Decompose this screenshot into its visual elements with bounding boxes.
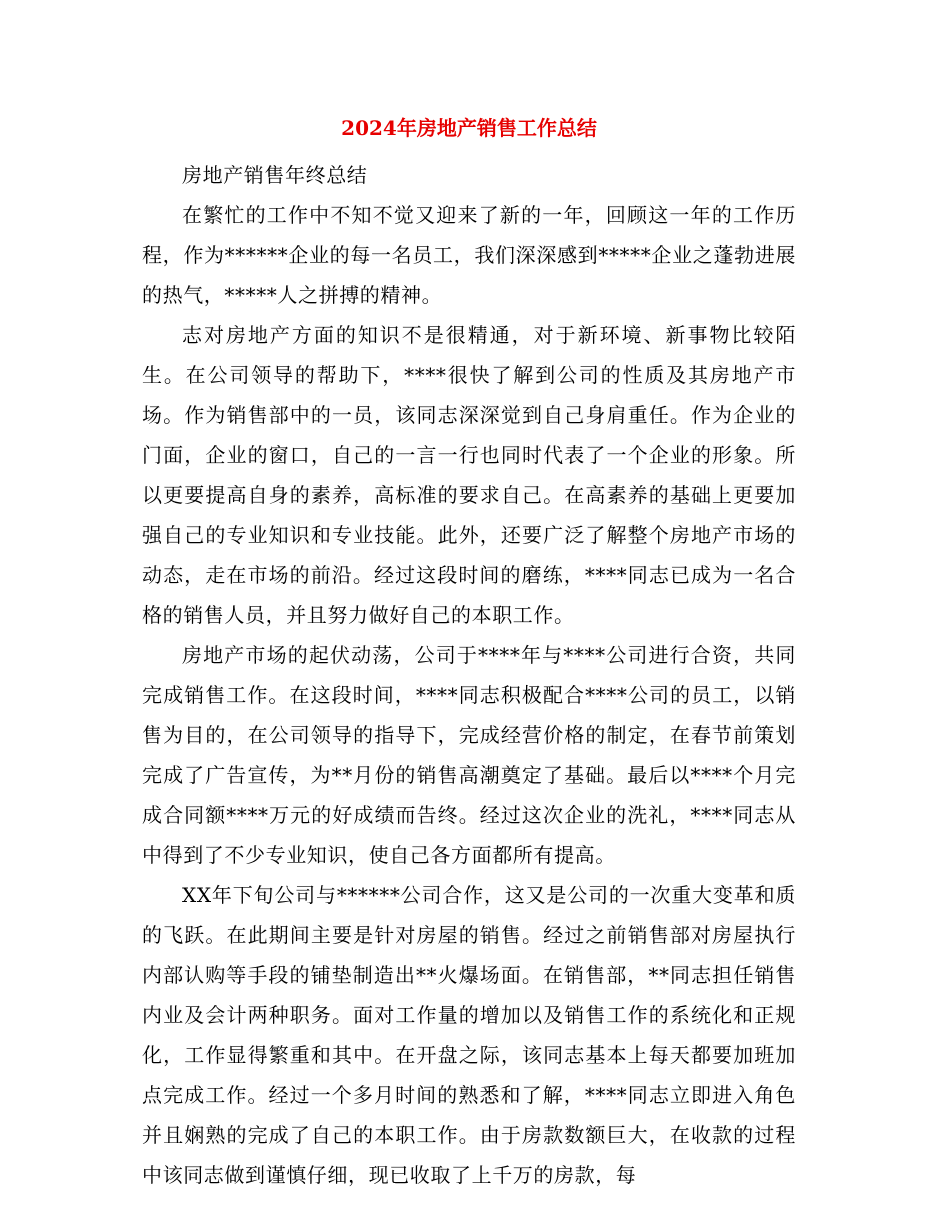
paragraph-1: 在繁忙的工作中不知不觉又迎来了新的一年，回顾这一年的工作历程，作为******企业的每一名员工，我们深深感到*****企业之蓬勃进展的热气，*****人之拼搏的精神。 — [142, 203, 796, 307]
document-subtitle: 房地产销售年终总结 — [182, 163, 368, 187]
paragraph-4: XX年下旬公司与******公司合作，这又是公司的一次重大变革和质的飞跃。在此期间主要是针对房屋的销售。经过之前销售部对房屋执行内部认购等手段的铺垫制造出**火爆场面。在销售部，**同志担任销售内业及会计两种职务。面对工作量的增加以及销售工作的系统化和正规化，工作显得繁重和其中。在开盘之际，该同志基本上每天都要加班加点完成工作。经过一个多月时间的熟悉和了解，****同志立即进入角色并且娴熟的完成了自己的本职工作。由于房款数额巨大，在收款的过程中该同志做到谨慎仔细，现已收取了上千万的房款，每 — [142, 883, 796, 1187]
paragraph-3: 房地产市场的起伏动荡，公司于****年与****公司进行合资，共同完成销售工作。在这段时间，****同志积极配合****公司的员工，以销售为目的，在公司领导的指导下，完成经营价格的制定，在春节前策划完成了广告宣传，为**月份的销售高潮奠定了基础。最后以****个月完成合同额****万元的好成绩而告终。经过这次企业的洗礼，****同志从中得到了不少专业知识，使自己各方面都所有提高。 — [142, 643, 796, 867]
document-page — [142, 0, 796, 1230]
document-title: 2024年房地产销售工作总结 — [341, 116, 597, 140]
paragraph-2: 志对房地产方面的知识不是很精通，对于新环境、新事物比较陌生。在公司领导的帮助下，****很快了解到公司的性质及其房地产市场。作为销售部中的一员，该同志深深觉到自己身肩重任。作为企业的门面，企业的窗口，自己的一言一行也同时代表了一个企业的形象。所以更要提高自身的素养，高标准的要求自己。在高素养的基础上更要加强自己的专业知识和专业技能。此外，还要广泛了解整个房地产市场的动态，走在市场的前沿。经过这段时间的磨练，****同志已成为一名合格的销售人员，并且努力做好自己的本职工作。 — [142, 323, 796, 627]
document-body — [142, 155, 796, 1195]
